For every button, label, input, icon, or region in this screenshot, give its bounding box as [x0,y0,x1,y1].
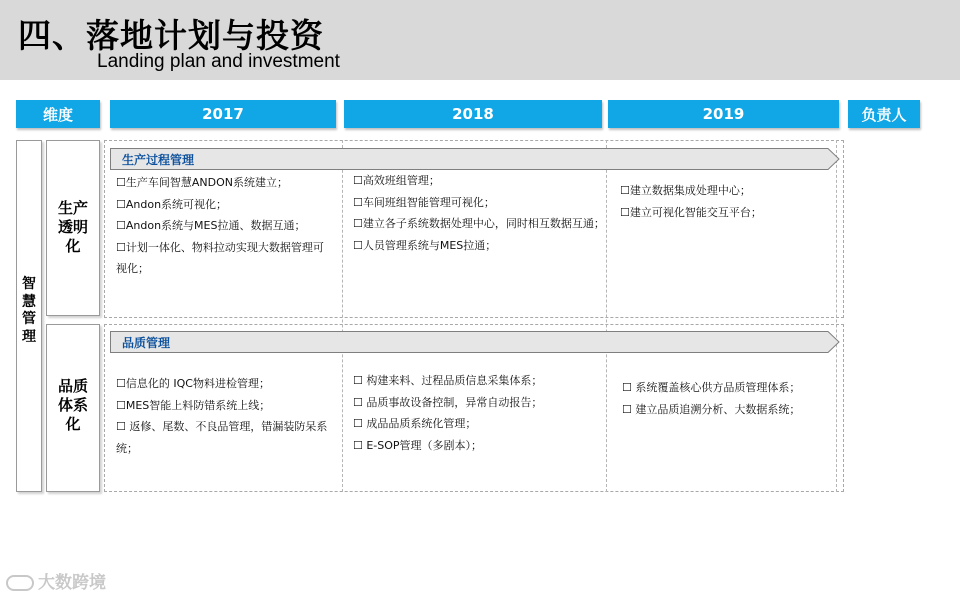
owner-header: 负责人 [848,100,920,128]
timeline-arrow-quality [110,331,840,353]
list-item: ☐建立数据集成处理中心； [620,184,751,197]
watermark-logo-icon [6,575,34,591]
dimension-header: 维度 [16,100,100,128]
divider-2019-owner [836,140,837,492]
list-item: ☐生产车间智慧ANDON系统建立； [116,176,288,189]
list-item: ☐信息化的 IQC物料进检管理； [116,377,270,390]
page-subtitle: Landing plan and investment [97,51,340,72]
list-item: ☐建立各子系统数据处理中心，同时相互数据互通； [353,217,605,230]
timeline-arrow-production [110,148,840,170]
row-2-2019-items [622,377,836,420]
list-item: ☐ 系统覆盖核心供方品质管理体系； [622,381,801,394]
row-1-2017-items [116,172,332,280]
list-item: ☐ 建立品质追溯分析、大数据系统； [622,402,801,416]
row-2-2018-items [353,370,603,456]
list-item: ☐MES智能上料防错系统上线； [116,398,271,412]
list-item: ☐ 返修、尾数、不良品管理，错漏装防呆系统； [116,420,328,455]
list-item: ☐建立可视化智能交互平台； [620,205,762,219]
row-2-2017-items [116,373,334,459]
list-item: ☐高效班组管理； [353,174,440,187]
category-label: 智 慧 管 理 [22,276,36,345]
list-item: ☐Andon系统与MES拉通、数据互通； [116,219,306,232]
divider-2018-2019 [606,140,607,492]
list-item: ☐人员管理系统与MES拉通； [353,238,497,252]
row-label-quality-systemization: 品质 体系 化 [57,377,88,433]
list-item: ☐ 品质事故设备控制，异常自动报告； [353,395,543,409]
list-item: ☐ E-SOP管理（多剧本）； [353,438,483,452]
watermark: 大数跨境 [6,568,106,593]
divider-2017-2018 [342,140,343,492]
year-header-2017: 2017 [110,100,336,128]
list-item: ☐车间班组智能管理可视化； [353,195,495,209]
list-item: ☐ 构建来料、过程品质信息采集体系； [353,374,543,387]
list-item: ☐Andon系统可视化； [116,197,228,211]
year-header-2018: 2018 [344,100,602,128]
year-header-2019: 2019 [608,100,839,128]
page-title: 四、落地计划与投资 [18,16,324,55]
list-item: ☐计划一体化、物料拉动实现大数据管理可视化； [116,240,324,275]
row-label-production-transparency: 生产 透明 化 [57,199,88,255]
arrow-label-quality: 品质管理 [122,336,171,350]
list-item: ☐ 成品品质系统化管理； [353,417,477,430]
arrow-label-production: 生产过程管理 [122,153,195,167]
row-1-2019-items [620,180,834,223]
row-1-2018-items [353,170,603,256]
